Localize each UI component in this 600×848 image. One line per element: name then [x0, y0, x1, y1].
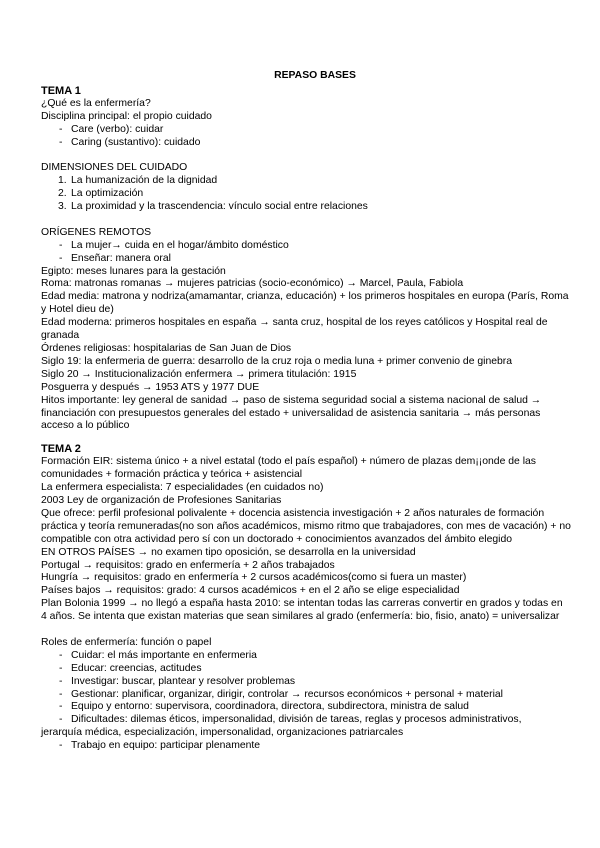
list-item: 2. La optimización: [58, 188, 144, 200]
list-item: 1. La humanización de la dignidad: [58, 175, 218, 187]
list-item: - Caring (sustantivo): cuidado: [41, 137, 571, 150]
paragraph-line: Formación EIR: sistema único + a nivel estatal (todo el país español) + número de plazas dem¡¡onde de las comunidades + formación práctica y teórica + asistencial: [41, 456, 536, 481]
list-item: 3. La proximidad y la trascendencia: vínculo social entre relaciones: [58, 201, 368, 213]
list-item: - Gestionar: planificar, organizar, dirigir, controlar → recursos económicos + personal + material: [41, 689, 571, 702]
list-item: - Dificultades: dilemas éticos, impersonalidad, división de tareas, reglas y procesos administrativos,: [41, 714, 571, 727]
list-item: - Investigar: buscar, plantear y resolver problemas: [41, 676, 571, 689]
paragraph-line: Hitos importante: ley general de sanidad → paso de sistema seguridad social a sistema nacional de salud → financiación con presupuestos generales del estado + universalidad de asistencia sanitaria → más personas acceso a lo público: [41, 394, 542, 432]
paragraph-line: Órdenes religiosas: hospitalarias de San Juan de Dios: [41, 343, 292, 354]
paragraph-line: jerarquía médica, especialización, impersonalidad, organizaciones patriarcales: [41, 727, 404, 739]
list-item: - Trabajo en equipo: participar plenamente: [41, 740, 571, 753]
list-item: - Enseñar: manera oral: [41, 253, 571, 266]
paragraph-line: Egipto: meses lunares para la gestación: [41, 265, 226, 277]
list-item: - Equipo y entorno: supervisora, coordinadora, directora, subdirectora, ministra de salud: [41, 701, 571, 714]
tema1-heading: TEMA 1: [41, 84, 81, 97]
list-item: - Care (verbo): cuidar: [41, 124, 571, 137]
paragraph-line: Países bajos → requisitos: grado: 4 cursos académicos + en el 2 año se elige especialidad: [41, 585, 460, 597]
disciplina-line: Disciplina principal: el propio cuidado: [41, 110, 212, 122]
origenes-heading: ORÍGENES REMOTOS: [41, 226, 152, 238]
list-item: - Educar: creencias, actitudes: [41, 663, 571, 676]
tema2-heading: TEMA 2: [41, 443, 81, 456]
paragraph-line: Edad media: matrona y nodriza(amamantar, crianza, educación) + los primeros hospitales en europa (París, Roma y Hotel dieu de): [41, 291, 569, 316]
paragraph-line: Siglo 19: la enfermeria de guerra: desarrollo de la cruz roja o media luna + primer convenio de ginebra: [41, 355, 513, 367]
dimensiones-heading: DIMENSIONES DEL CUIDADO: [41, 162, 188, 174]
paragraph-line: Plan Bolonia 1999 → no llegó a españa hasta 2010: se intentan todas las carreras convertir en grados y todas en 4 años. Se intenta que existan materias que sean similares al grado (enfermería: bio, fisio, anato) = universalizar: [41, 598, 563, 623]
document-page: [41, 70, 571, 753]
paragraph-line: Posguerra y después → 1953 ATS y 1977 DUE: [41, 381, 260, 393]
list-item: - Cuidar: el más importante en enfermeria: [41, 650, 571, 663]
paragraph-line: Que ofrece: perfil profesional polivalente + docencia asistencia investigación + 2 años naturales de formación práctica y teoría remuneradas(no son años académicos, mismo ritmo que trabajadores, con mes de vacación) + no compatible con otra actividad pero sí con un doctorado + conocimientos avanzados del ámbito elegido: [41, 507, 571, 545]
document-title: REPASO BASES: [274, 70, 356, 81]
paragraph-line: Hungría → requisitos: grado en enfermería + 2 cursos académicos(como si fuera un master): [41, 572, 467, 584]
paragraph-line: 2003 Ley de organización de Profesiones Sanitarias: [41, 494, 282, 506]
paragraph-line: EN OTROS PAÍSES → no examen tipo oposición, se desarrolla en la universidad: [41, 546, 416, 558]
paragraph-line: Siglo 20 → Institucionalización enfermera → primera titulación: 1915: [41, 368, 357, 380]
question-line: ¿Qué es la enfermería?: [41, 97, 151, 109]
list-item: - La mujer→ cuida en el hogar/ámbito doméstico: [41, 240, 571, 253]
paragraph-line: Roma: matronas romanas → mujeres patricias (socio-económico) → Marcel, Paula, Fabiola: [41, 278, 464, 290]
paragraph-line: La enfermera especialista: 7 especialidades (en cuidados no): [41, 482, 324, 494]
roles-heading: Roles de enfermería: función o papel: [41, 636, 212, 648]
paragraph-line: Edad moderna: primeros hospitales en españa → santa cruz, hospital de los reyes católicos y Hospital real de granada: [41, 317, 548, 342]
paragraph-line: Portugal → requisitos: grado en enfermería + 2 años trabajados: [41, 559, 335, 571]
